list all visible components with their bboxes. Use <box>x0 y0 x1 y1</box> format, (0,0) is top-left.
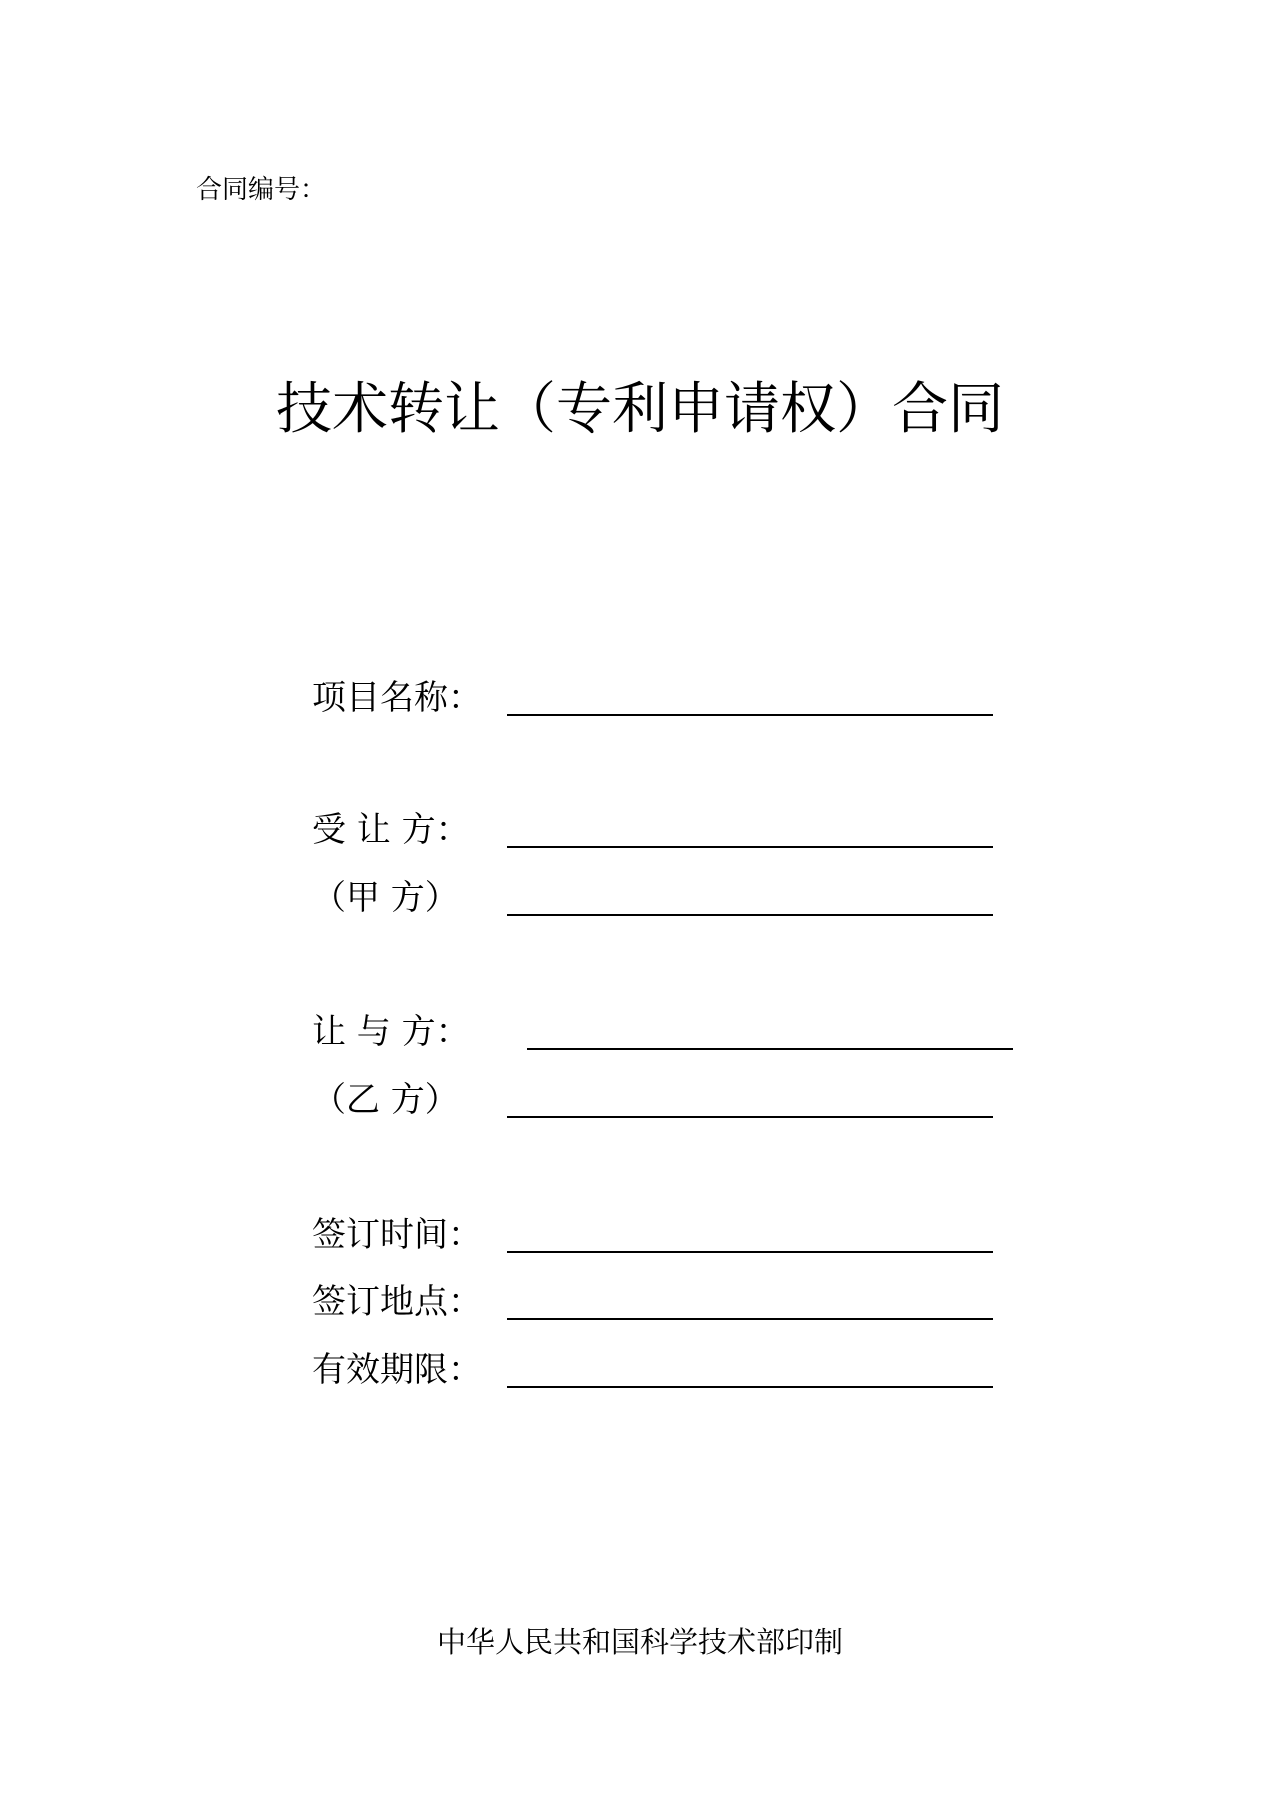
project-name-field[interactable] <box>507 714 993 716</box>
party-a-field[interactable] <box>507 914 993 916</box>
validity-period-label: 有效期限： <box>312 1350 482 1390</box>
signing-date-field[interactable] <box>507 1251 993 1253</box>
project-name-label: 项目名称： <box>312 678 482 718</box>
party-b-label: （乙 方） <box>312 1080 459 1120</box>
party-b-field[interactable] <box>507 1116 993 1118</box>
footer-printed-by: 中华人民共和国科学技术部印制 <box>436 1625 843 1659</box>
contract-number-label: 合同编号： <box>196 175 327 205</box>
transferee-label: 受 让 方： <box>312 810 470 850</box>
signing-place-label: 签订地点： <box>312 1282 482 1322</box>
validity-period-field[interactable] <box>507 1386 993 1388</box>
transferor-label: 让 与 方： <box>312 1012 470 1052</box>
signing-date-label: 签订时间： <box>312 1215 482 1255</box>
transferor-field[interactable] <box>527 1048 1013 1050</box>
party-a-label: （甲 方） <box>312 878 459 918</box>
transferee-field[interactable] <box>507 846 993 848</box>
signing-place-field[interactable] <box>507 1318 993 1320</box>
document-title: 技术转让（专利申请权）合同 <box>276 377 1004 442</box>
